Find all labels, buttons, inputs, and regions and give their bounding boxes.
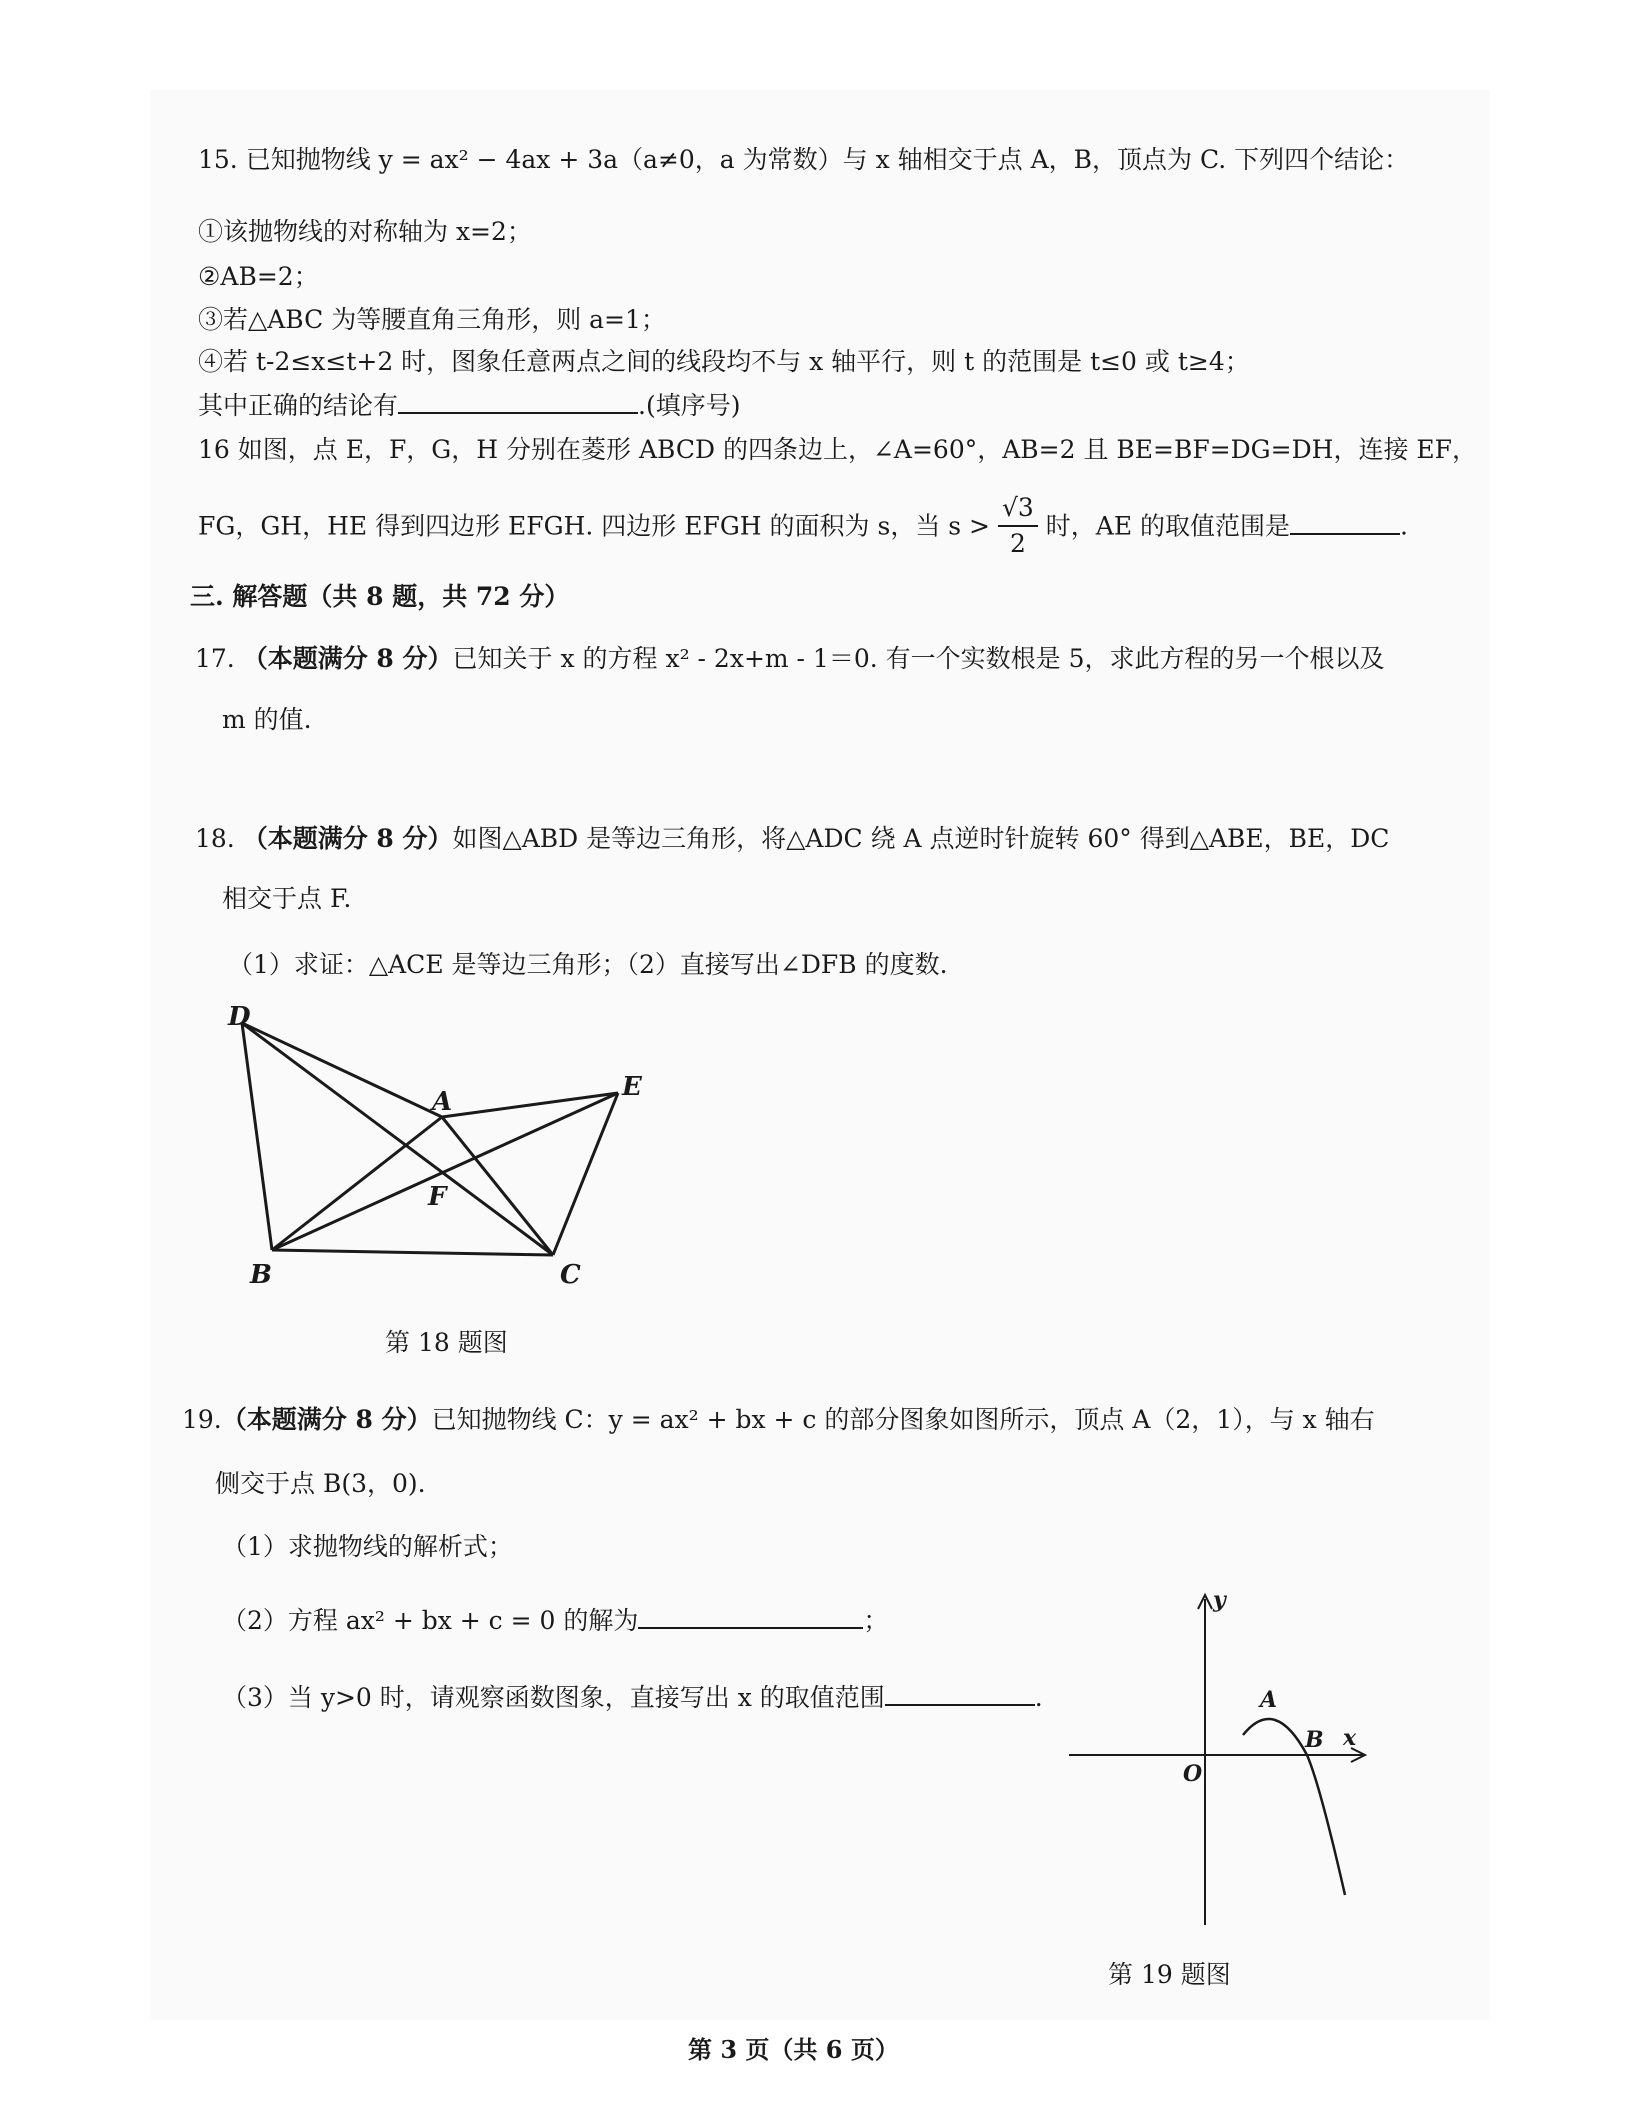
q16-answer-blank[interactable] [1290,509,1400,535]
q18-text2: 相交于点 F. [222,884,352,913]
q15-item-2: ②AB=2； [198,262,319,291]
q19-part3-suffix: . [1034,1683,1043,1712]
q17-text2: m 的值. [222,705,312,734]
label-e: E [622,1072,642,1102]
q18-score: （本题满分 8 分） [242,824,453,853]
q15-answer-prefix: 其中正确的结论有 [198,391,399,420]
segment-bc [272,1250,553,1255]
q16-stem-line2 [198,493,1408,563]
q16-fraction [998,491,1038,561]
q19-part2-suffix: ； [863,1606,889,1635]
label-vertex-a: A [1260,1687,1278,1713]
segment-da [242,1023,442,1117]
q19-number: 19. [182,1405,222,1434]
segment-dc [242,1023,553,1255]
label-origin: O [1183,1761,1203,1787]
q16-fraction-numerator: √3 [998,491,1038,527]
q19-graph [1065,1585,1385,1935]
q15-answer-blank[interactable] [398,388,638,414]
q16-line2-prefix: FG，GH，HE 得到四边形 EFGH. 四边形 EFGH 的面积为 s，当 s > [198,511,991,541]
q19-line1 [182,1403,1375,1437]
q19-caption: 第 19 题图 [1108,1960,1231,1989]
q18-text1: 如图△ABD 是等边三角形，将△ADC 绕 A 点逆时针旋转 60° 得到△ABE，BE，DC [452,824,1390,853]
q18-line1 [195,822,1389,856]
q19-text2: 侧交于点 B(3，0). [215,1469,426,1498]
q18-figure [210,1005,680,1295]
q19-part2-blank[interactable] [638,1603,863,1629]
label-x: x [1343,1725,1357,1751]
q16-line2-suffix: 时，AE 的取值范围是 [1045,511,1291,541]
q18-caption: 第 18 题图 [385,1328,508,1357]
q17-score: （本题满分 8 分） [242,644,453,673]
q19-part2 [222,1603,888,1638]
label-point-b: B [1305,1727,1324,1753]
label-y: y [1213,1587,1226,1613]
label-c: C [560,1260,581,1290]
q15-item-4: ④若 t-2≤x≤t+2 时，图象任意两点之间的线段均不与 x 轴平行，则 t 的范围是 t≤0 或 t≥4； [198,347,1250,376]
q15-stem: 15. 已知抛物线 y = ax² − 4ax + 3a（a≠0，a 为常数）与 x 轴相交于点 A，B，顶点为 C. 下列四个结论： [198,145,1410,174]
q15-item-1: ①该抛物线的对称轴为 x=2； [198,217,532,246]
q19-part3 [222,1680,1043,1715]
q19-score: （本题满分 8 分） [221,1405,432,1434]
q18-number: 18. [195,824,235,853]
segment-db [242,1023,272,1250]
q18-text3: （1）求证：△ACE 是等边三角形；（2）直接写出∠DFB 的度数. [228,950,948,979]
q15-answer-line [198,388,740,423]
label-d: D [228,1005,251,1032]
q17-text1: 已知关于 x 的方程 x² - 2x+m - 1＝0. 有一个实数根是 5，求此方程的另一个根以及 [452,644,1385,673]
q19-part3-blank[interactable] [885,1680,1035,1706]
q19-part2-prefix: （2）方程 ax² + bx + c = 0 的解为 [222,1606,639,1635]
q16-fraction-denominator: 2 [1009,529,1026,558]
label-a: A [432,1087,453,1117]
label-f: F [428,1182,447,1212]
parabola-curve [1243,1719,1345,1895]
q19-part1: （1）求抛物线的解析式； [222,1532,513,1561]
q17-line1 [195,642,1385,676]
q16-stem-line1: 16 如图，点 E，F，G，H 分别在菱形 ABCD 的四条边上，∠A=60°，AB=2 且 BE=BF=DG=DH，连接 EF， [198,435,1477,464]
section-3-heading: 三. 解答题（共 8 题，共 72 分） [190,582,570,611]
page-footer: 第 3 页（共 6 页） [688,2035,899,2064]
q19-part3-prefix: （3）当 y>0 时，请观察函数图象，直接写出 x 的取值范围 [222,1683,885,1712]
q17-number: 17. [195,644,235,673]
q15-item-3: ③若△ABC 为等腰直角三角形，则 a=1； [198,305,666,334]
q15-answer-suffix: .(填序号) [638,391,741,420]
q16-end: . [1400,511,1408,541]
q19-text1: 已知抛物线 C：y = ax² + bx + c 的部分图象如图所示，顶点 A（2，1），与 x 轴右 [431,1405,1375,1434]
label-b: B [250,1260,272,1290]
